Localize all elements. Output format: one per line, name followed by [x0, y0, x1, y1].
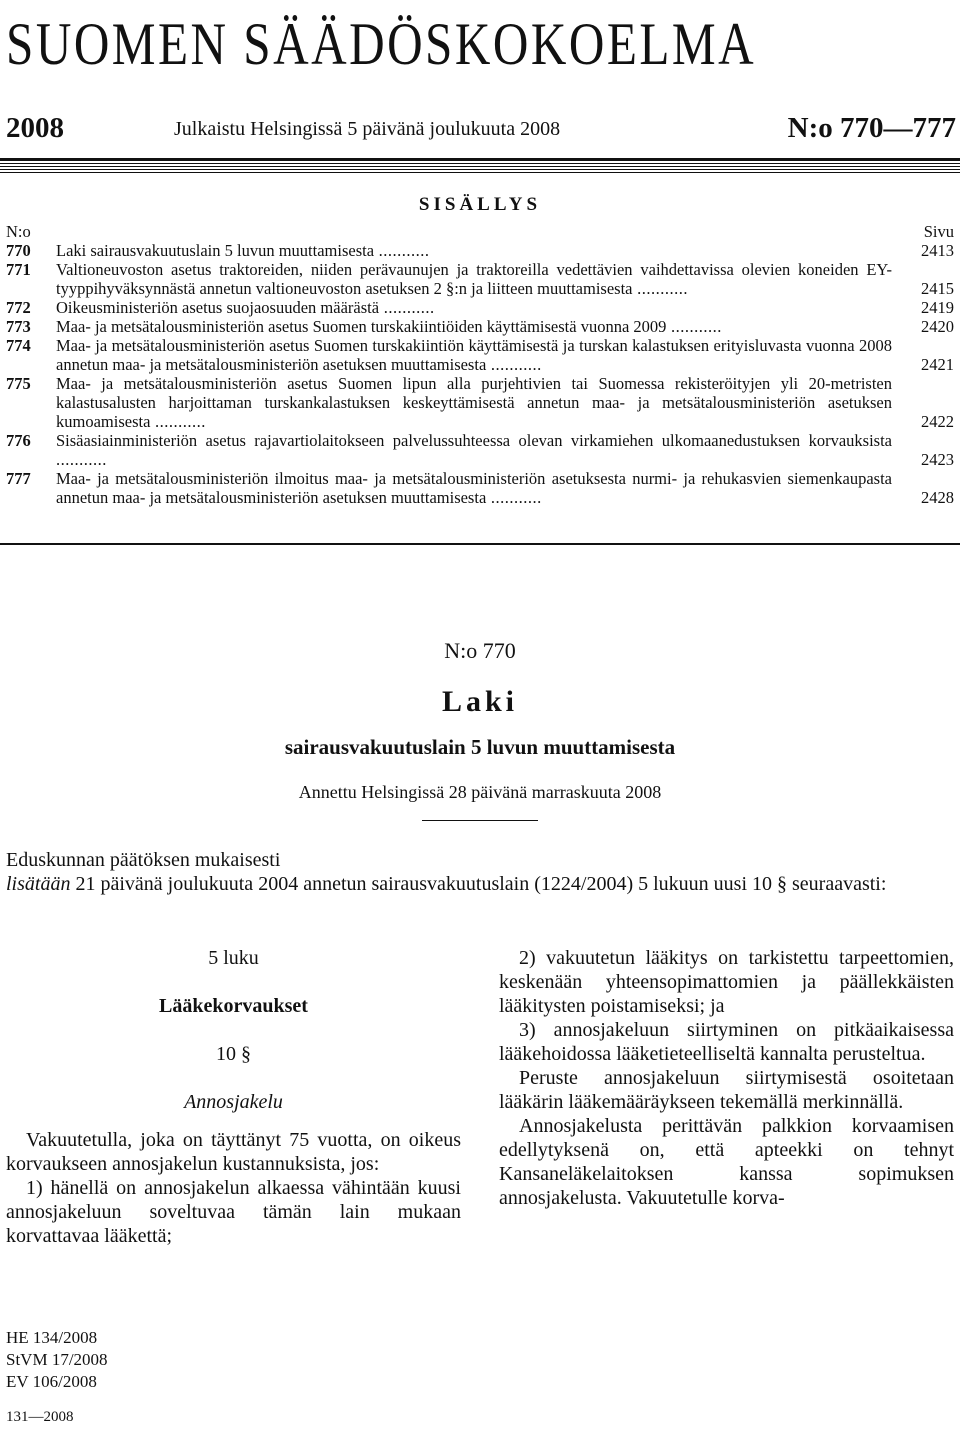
right-paragraphs — [499, 946, 954, 1210]
toc-title: SISÄLLYS — [418, 194, 542, 215]
header-rule — [0, 158, 960, 161]
toc-entry — [6, 374, 954, 431]
body-paragraph: Peruste annosjakeluun siirtymisestä osoitetaan lääkärin lääkemääräykseen tekemällä merkinnällä. — [499, 1067, 954, 1113]
toc-leader-dots: ........... — [379, 298, 435, 317]
toc-entry-number: 773 — [6, 317, 31, 336]
toc-leader-dots: ........... — [486, 355, 542, 374]
issue-year: 2008 — [6, 112, 64, 144]
act-title: sairausvakuutuslain 5 luvun muuttamisesta — [284, 735, 676, 759]
preamble-line: Eduskunnan päätöksen mukaisesti — [6, 849, 281, 871]
body-column-right — [499, 946, 954, 1210]
toc-col-number: N:o — [6, 222, 31, 241]
reference-ev: EV 106/2008 — [6, 1372, 97, 1391]
toc-entry-page: 2422 — [921, 412, 954, 431]
toc-entry-number: 777 — [6, 469, 31, 488]
toc-entry-page: 2415 — [921, 279, 954, 298]
page-code: 131—2008 — [6, 1409, 74, 1425]
toc-entry — [6, 469, 954, 507]
toc-entry — [6, 317, 954, 336]
toc-col-page: Sivu — [923, 222, 954, 241]
toc-entry-page: 2421 — [921, 355, 954, 374]
act-type: Laki — [441, 685, 519, 718]
preamble-enactment — [6, 872, 954, 896]
toc-entry-text — [56, 469, 892, 507]
toc-entry-text — [56, 431, 892, 469]
toc-entry-number: 775 — [6, 374, 31, 393]
legislative-references — [6, 1327, 108, 1393]
toc-entry-number: 770 — [6, 241, 31, 260]
body-paragraph: 1) hänellä on annosjakelun alkaessa vähintään kuusi annosjakeluun soveltuvaa tämän lain mukaan korvattavaa lääkettä; — [6, 1177, 461, 1247]
body-column-left — [6, 946, 461, 1248]
toc-leader-dots: ........... — [666, 317, 722, 336]
table-of-contents — [6, 222, 954, 507]
chapter-title: Lääkekorvaukset — [159, 995, 308, 1017]
toc-entry-title: Maa- ja metsätalousministeriön asetus Suomen turskakiintiön käyttämisestä ja turskan kalastuksen erityisluvasta vuonna 2008 annetun maa- ja metsätalousministeriön asetuksen muuttamisesta — [56, 336, 892, 374]
body-paragraph: Vakuutetulla, joka on täyttänyt 75 vuotta, on oikeus korvaukseen annosjakelun kustannuksista, jos: — [6, 1129, 461, 1175]
toc-entry-text — [56, 260, 892, 298]
toc-entry-number: 776 — [6, 431, 31, 450]
toc-entry — [6, 431, 954, 469]
toc-entry — [6, 260, 954, 298]
toc-list — [6, 241, 954, 507]
section-number: 10 § — [216, 1043, 251, 1065]
toc-entry-page: 2428 — [921, 488, 954, 507]
body-paragraph: 3) annosjakeluun siirtyminen on pitkäaikaisessa lääkehoidossa lääketieteelliseltä kannalta perusteltua. — [499, 1019, 954, 1065]
toc-entry-page: 2423 — [921, 450, 954, 469]
toc-entry — [6, 298, 954, 317]
left-paragraphs — [6, 1128, 461, 1248]
act-number: N:o 770 — [444, 638, 516, 663]
toc-entry — [6, 336, 954, 374]
toc-entry-text — [56, 374, 892, 431]
toc-bottom-rule — [0, 543, 960, 545]
masthead-title: SUOMEN SÄÄDÖSKOKOELMA — [6, 11, 757, 77]
toc-entry-page: 2419 — [921, 298, 954, 317]
preamble — [6, 848, 954, 896]
toc-leader-dots: ........... — [632, 279, 688, 298]
toc-leader-dots: ........... — [56, 450, 107, 469]
toc-entry-title: Sisäasiainministeriön asetus rajavartiolaitokseen palvelussuhteessa olevan virkamiehen ulkomaanedustuksen korvauksista — [56, 431, 892, 450]
reference-stvm: StVM 17/2008 — [6, 1350, 108, 1369]
preamble-verb: lisätään — [6, 873, 71, 895]
toc-leader-dots: ........... — [150, 412, 206, 431]
header-hatch-rule — [0, 163, 960, 175]
toc-leader-dots: ........... — [486, 488, 542, 507]
toc-entry-title: Oikeusministeriön asetus suojaosuuden määrästä — [56, 298, 380, 317]
toc-entry-text — [56, 317, 892, 336]
toc-entry-text — [56, 241, 892, 260]
toc-entry-number: 774 — [6, 336, 31, 355]
issue-row — [6, 112, 956, 152]
toc-entry-text — [56, 298, 892, 317]
toc-entry-number: 771 — [6, 260, 31, 279]
toc-entry-number: 772 — [6, 298, 31, 317]
section-title: Annosjakelu — [184, 1091, 283, 1113]
toc-entry-text — [56, 336, 892, 374]
toc-entry-title: Maa- ja metsätalousministeriön ilmoitus maa- ja metsätalousministeriön asetuksesta nurmi- ja rehukasvien siemenkaupasta annetun maa- ja metsätalousministeriön asetuksen muuttamisesta — [56, 469, 892, 507]
issue-published: Julkaistu Helsingissä 5 päivänä joulukuuta 2008 — [174, 118, 561, 140]
toc-entry-title: Maa- ja metsätalousministeriön asetus Suomen turskakiintiöiden käyttämisestä vuonna 2009 — [56, 317, 667, 336]
body-paragraph: 2) vakuutetun lääkitys on tarkistettu tarpeettomien, keskenään yhteensopimattomien ja päällekkäisten lääkitysten poistamiseksi; ja — [499, 947, 954, 1017]
toc-entry — [6, 241, 954, 260]
body-paragraph: Annosjakelusta perittävän palkkion korvaamisen edellytyksenä on, että apteekki on tehnyt Kansaneläkelaitoksen kanssa sopimuksen annosjakelusta. Vakuutetulle korva- — [499, 1115, 954, 1209]
issue-numbers: N:o 770—777 — [787, 112, 956, 144]
toc-entry-page: 2413 — [921, 241, 954, 260]
toc-leader-dots: ........... — [374, 241, 430, 260]
toc-header — [6, 222, 954, 241]
reference-he: HE 134/2008 — [6, 1328, 98, 1347]
chapter-number: 5 luku — [208, 947, 259, 969]
act-given-date: Annettu Helsingissä 28 päivänä marraskuuta 2008 — [298, 782, 662, 802]
toc-entry-title: Maa- ja metsätalousministeriön asetus Suomen lipun alla purjehtivien tai Suomessa rekisteröityjen yli 20-metristen kalastusalusten harjoittaman turskankalastuksen keskeyttämisestä annetun maa- ja metsätalousministeriön asetuksen kumoamisesta — [56, 374, 892, 431]
act-separator — [422, 820, 538, 821]
toc-entry-title: Laki sairausvakuutuslain 5 luvun muuttamisesta — [56, 241, 375, 260]
toc-entry-title: Valtioneuvoston asetus traktoreiden, niiden perävaunujen ja traktoreilla vedettävien vaihdettavissa olevien koneiden EY-tyyppihyväksynnästä annetun valtioneuvoston asetuksen 2 §:n ja liitteen muuttamisesta — [56, 260, 892, 298]
preamble-rest: 21 päivänä joulukuuta 2004 annetun sairausvakuutuslain (1224/2004) 5 lukuun uusi 10 § seuraavasti: — [70, 873, 887, 895]
toc-entry-page: 2420 — [921, 317, 954, 336]
